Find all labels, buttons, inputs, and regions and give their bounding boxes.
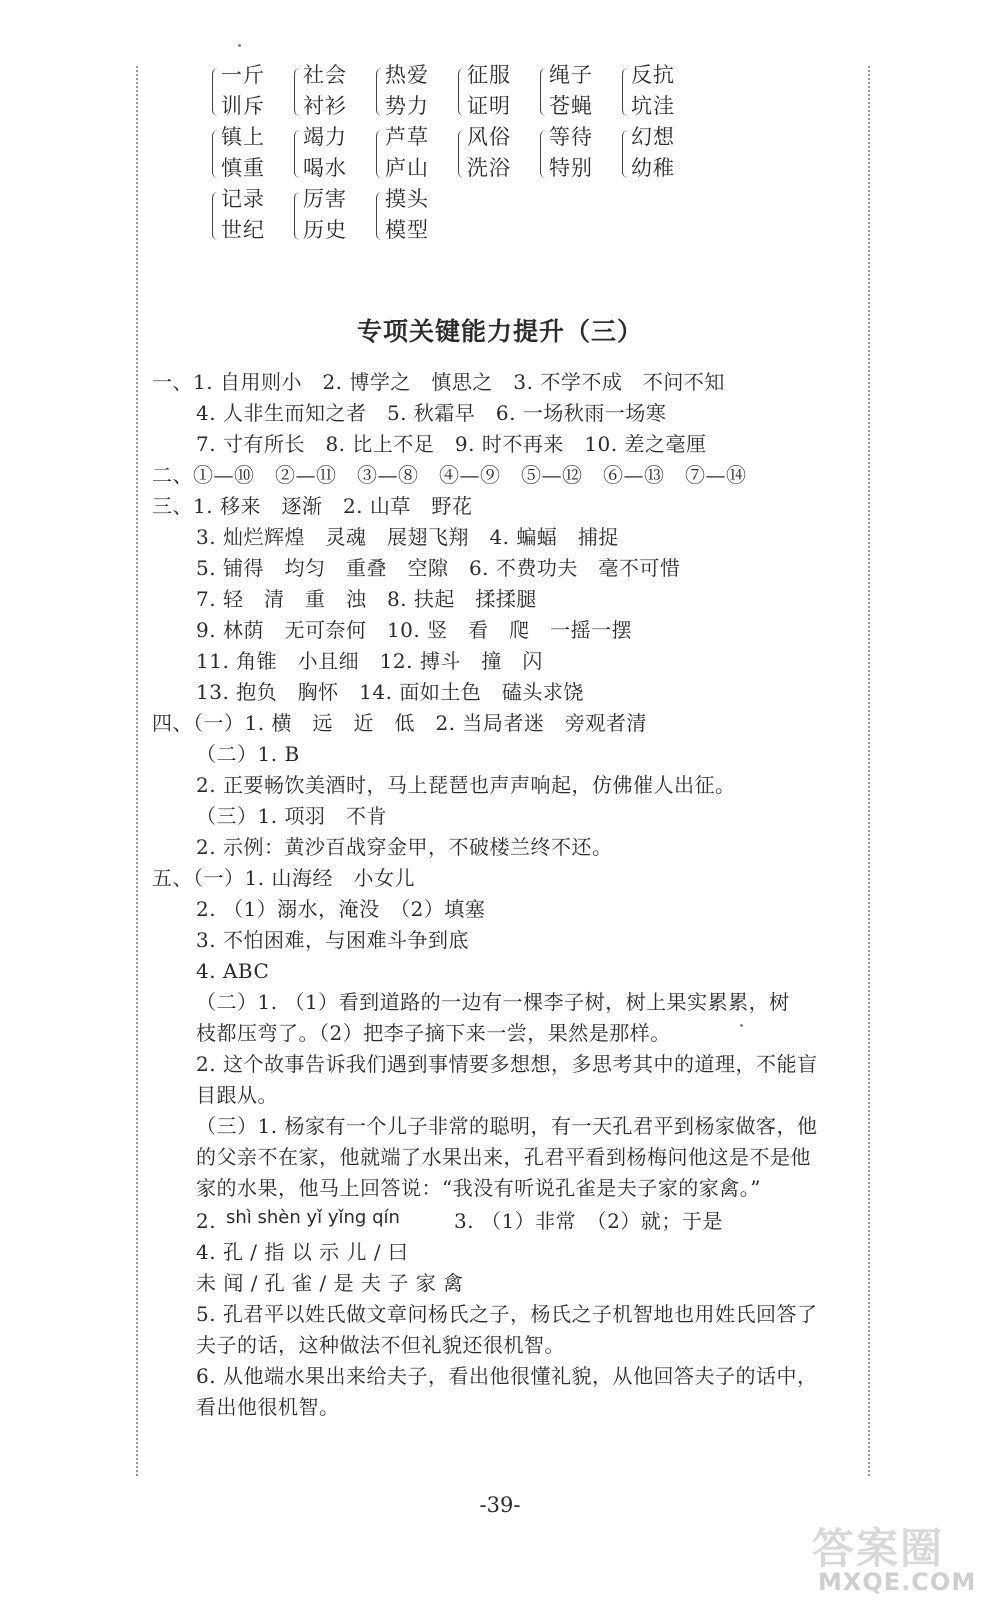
answer-line: 3. （1）非常 （2）就；于是: [454, 1209, 723, 1233]
answer-line: 3. 灿烂辉煌 灵魂 展翅飞翔 4. 蝙蝠 捕捉: [196, 525, 619, 549]
word-pair: 一斤 训斥: [212, 60, 302, 124]
answer-line: 3. 不怕困难，与困难斗争到底: [196, 928, 469, 952]
word-pair: 厉害 历史: [294, 184, 384, 248]
left-margin-rule: [136, 66, 138, 1476]
answer-line: 4. 孔 / 指 以 示 儿 / 曰: [196, 1240, 409, 1264]
word-pair: 社会 衬衫: [294, 60, 384, 124]
answer-line: （三）1. 杨家有一个儿子非常的聪明，有一天孔君平到杨家做客，他: [196, 1114, 818, 1138]
pinyin-answers: shì shèn yǐ yǐng qín: [226, 1207, 400, 1228]
scan-speck: [238, 44, 241, 47]
word-pair: 绳子 苍蝇: [540, 60, 630, 124]
answer-line: 2.: [196, 1209, 217, 1233]
page-number: -39-: [479, 1493, 521, 1517]
answer-line: （二）1. B: [196, 742, 300, 766]
answer-line: 7. 轻 清 重 浊 8. 扶起 揉揉腿: [196, 587, 537, 611]
word-pair: 征服 证明: [458, 60, 548, 124]
answer-line: 五、（一）1. 山海经 小女儿: [152, 866, 415, 890]
answer-line: 5. 铺得 均匀 重叠 空隙 6. 不费功夫 毫不可惜: [196, 556, 681, 580]
word-pair: 幻想 幼稚: [622, 122, 712, 186]
word-pair: 反抗 坑洼: [622, 60, 712, 124]
word-pair: 镇上 慎重: [212, 122, 302, 186]
answer-line: 6. 从他端水果出来给夫子，看出他很懂礼貌，从他回答夫子的话中，: [196, 1364, 818, 1388]
answer-line: 4. 人非生而知之者 5. 秋霜早 6. 一场秋雨一场寒: [196, 401, 667, 425]
right-margin-rule: [868, 66, 870, 1476]
answer-line: 枝都压弯了。（2）把李子摘下来一尝，果然是那样。: [196, 1021, 671, 1045]
answer-line: 5. 孔君平以姓氏做文章问杨氏之子，杨氏之子机智地也用姓氏回答了: [196, 1302, 818, 1326]
answer-line: 2. 正要畅饮美酒时，马上琵琶也声声响起，仿佛催人出征。: [196, 773, 736, 797]
answer-line: 一、1. 自用则小 2. 博学之 慎思之 3. 不学不成 不问不知: [152, 370, 725, 394]
word-pair: 风俗 洗浴: [458, 122, 548, 186]
answer-line: 9. 林荫 无可奈何 10. 竖 看 爬 一摇一摆: [196, 618, 633, 642]
answer-line: 二、①—⑩ ②—⑪ ③—⑧ ④—⑨ ⑤—⑫ ⑥—⑬ ⑦—⑭: [152, 463, 747, 487]
answer-line: 2. （1）溺水，淹没 （2）填塞: [196, 897, 486, 921]
word-pair: 摸头 模型: [376, 184, 466, 248]
word-pair: 等待 特别: [540, 122, 630, 186]
word-pair: 竭力 喝水: [294, 122, 384, 186]
answer-line: 夫子的话，这种做法不但礼貌还很机智。: [196, 1333, 565, 1357]
scan-speck: [740, 1024, 743, 1027]
answer-line: 4. ABC: [196, 959, 270, 983]
answer-line: 7. 寸有所长 8. 比上不足 9. 时不再来 10. 差之毫厘: [196, 432, 707, 456]
word-pair: 热爱 势力: [376, 60, 466, 124]
word-pair: 芦草 庐山: [376, 122, 466, 186]
answer-line: 的父亲不在家，他就端了水果出来，孔君平看到杨梅问他这是不是他: [196, 1145, 811, 1169]
answer-line: （二）1. （1）看到道路的一边有一棵李子树，树上果实累累，树: [196, 990, 790, 1014]
section-title: 专项关键能力提升（三）: [356, 317, 643, 346]
answer-line: 看出他很机智。: [196, 1395, 340, 1419]
answer-line: 目跟从。: [196, 1083, 278, 1107]
answer-line: 三、1. 移来 逐渐 2. 山草 野花: [152, 494, 473, 518]
answer-line: 2. 示例：黄沙百战穿金甲，不破楼兰终不还。: [196, 835, 613, 859]
word-pair: 记录 世纪: [212, 184, 302, 248]
answer-line: 四、（一）1. 横 远 近 低 2. 当局者迷 旁观者清: [152, 711, 647, 735]
answer-line: 13. 抱负 胸怀 14. 面如土色 磕头求饶: [196, 680, 584, 704]
answer-line: 2. 这个故事告诉我们遇到事情要多想想，多思考其中的道理，不能盲: [196, 1052, 818, 1076]
answer-line: 未 闻 / 孔 雀 / 是 夫 子 家 禽: [196, 1271, 464, 1295]
answer-line: （三）1. 项羽 不肯: [196, 804, 387, 828]
answer-line: 家的水果，他马上回答说：“我没有听说孔雀是夫子家的家禽。”: [196, 1176, 761, 1200]
answer-line: 11. 角锥 小且细 12. 搏斗 撞 闪: [196, 649, 543, 673]
watermark-logo: 答案圈 MXQE.COM: [812, 1524, 977, 1596]
